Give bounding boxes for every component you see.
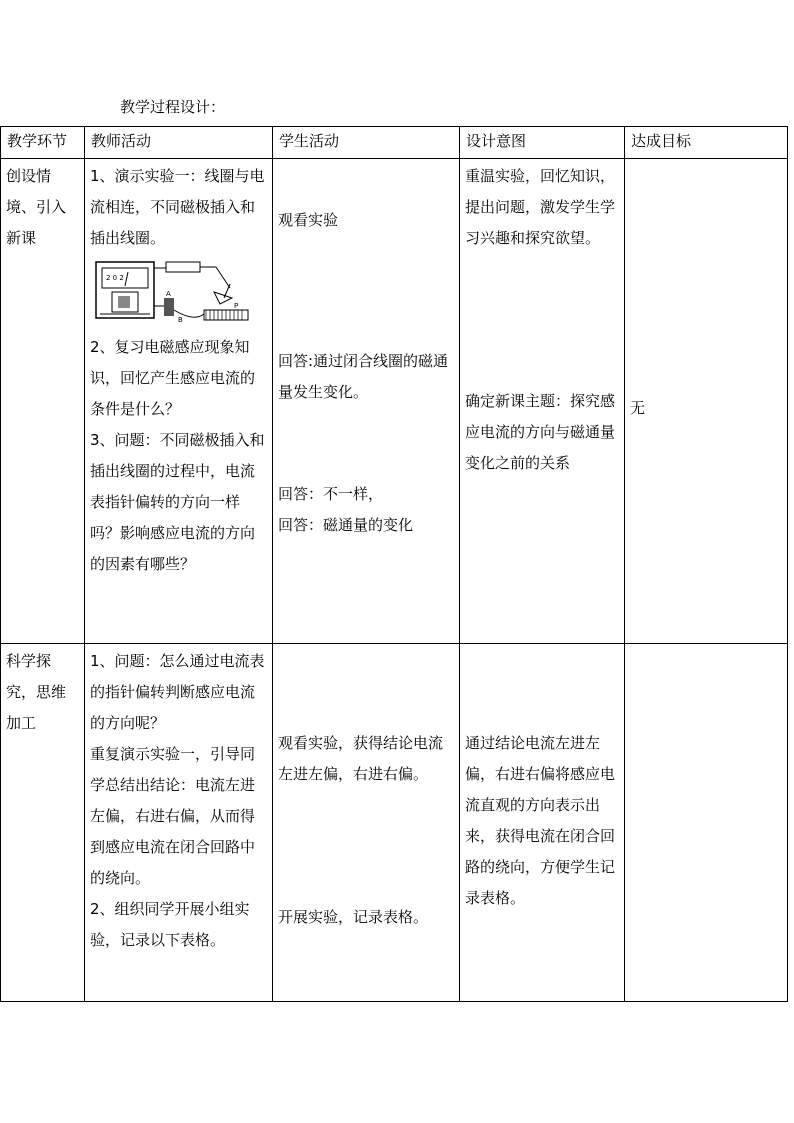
teacher-step: 1、问题：怎么通过电流表的指针偏转判断感应电流的方向呢？	[90, 652, 265, 732]
header-stage: 教学环节	[1, 127, 85, 159]
teacher-step: 重复演示实验一，引导同学总结出结论：电流左进左偏，右进右偏，从而得到感应电流在闭合回路中的绕向。	[90, 745, 256, 887]
student-step: 回答：磁通量的变化	[278, 516, 414, 534]
intent-text: 通过结论电流左进左偏，右进右偏将感应电流直观的方向表示出来，获得电流在闭合回路的绕向，方便学生记录表格。	[465, 734, 616, 907]
teacher-activity-cell	[85, 159, 273, 644]
svg-text:B: B	[178, 316, 183, 324]
svg-text:2 0 2: 2 0 2	[106, 274, 124, 282]
section-heading: 教学过程设计：	[120, 98, 226, 116]
student-activity-cell	[273, 644, 460, 1002]
design-intent-cell	[460, 159, 625, 644]
experiment-apparatus-figure	[94, 258, 254, 326]
intent-text: 重温实验，回忆知识，提出问题，激发学生学习兴趣和探究欲望。	[465, 167, 616, 247]
header-student: 学生活动	[273, 127, 460, 159]
header-teacher: 教师活动	[85, 127, 273, 159]
teacher-step: 2、组织同学开展小组实验，记录以下表格。	[90, 900, 250, 949]
student-activity-cell	[273, 159, 460, 644]
table-header-row	[1, 127, 788, 159]
header-intent: 设计意图	[460, 127, 625, 159]
stage-cell: 创设情境、引入新课	[1, 159, 85, 644]
teacher-step: 1、演示实验一：线圈与电流相连，不同磁极插入和插出线圈。	[90, 167, 265, 247]
student-step: 观看实验	[278, 211, 339, 229]
lesson-plan-table	[0, 126, 788, 1002]
goal-cell	[625, 644, 788, 1002]
goal-text: 无	[630, 399, 646, 417]
student-step: 开展实验，记录表格。	[278, 908, 429, 926]
svg-text:P: P	[234, 302, 239, 310]
header-goal: 达成目标	[625, 127, 788, 159]
stage-cell: 科学探究，思维加工	[1, 644, 85, 1002]
intent-text: 确定新课主题：探究感应电流的方向与磁通量变化之前的关系	[465, 392, 616, 472]
goal-cell	[625, 159, 788, 644]
teacher-step: 3、问题：不同磁极插入和插出线圈的过程中，电流表指针偏转的方向一样吗？影响感应电流的方向的因素有哪些？	[90, 431, 265, 573]
student-step: 观看实验，获得结论电流左进左偏，右进右偏。	[278, 734, 444, 783]
student-step: 回答:通过闭合线圈的磁通量发生变化。	[278, 352, 449, 401]
design-intent-cell	[460, 644, 625, 1002]
table-row	[1, 159, 788, 644]
student-step: 回答：不一样，	[278, 485, 384, 503]
teacher-step: 2、复习电磁感应现象知识，回忆产生感应电流的条件是什么？	[90, 338, 256, 418]
svg-text:A: A	[166, 290, 171, 298]
table-row	[1, 644, 788, 1002]
teacher-activity-cell	[85, 644, 273, 1002]
